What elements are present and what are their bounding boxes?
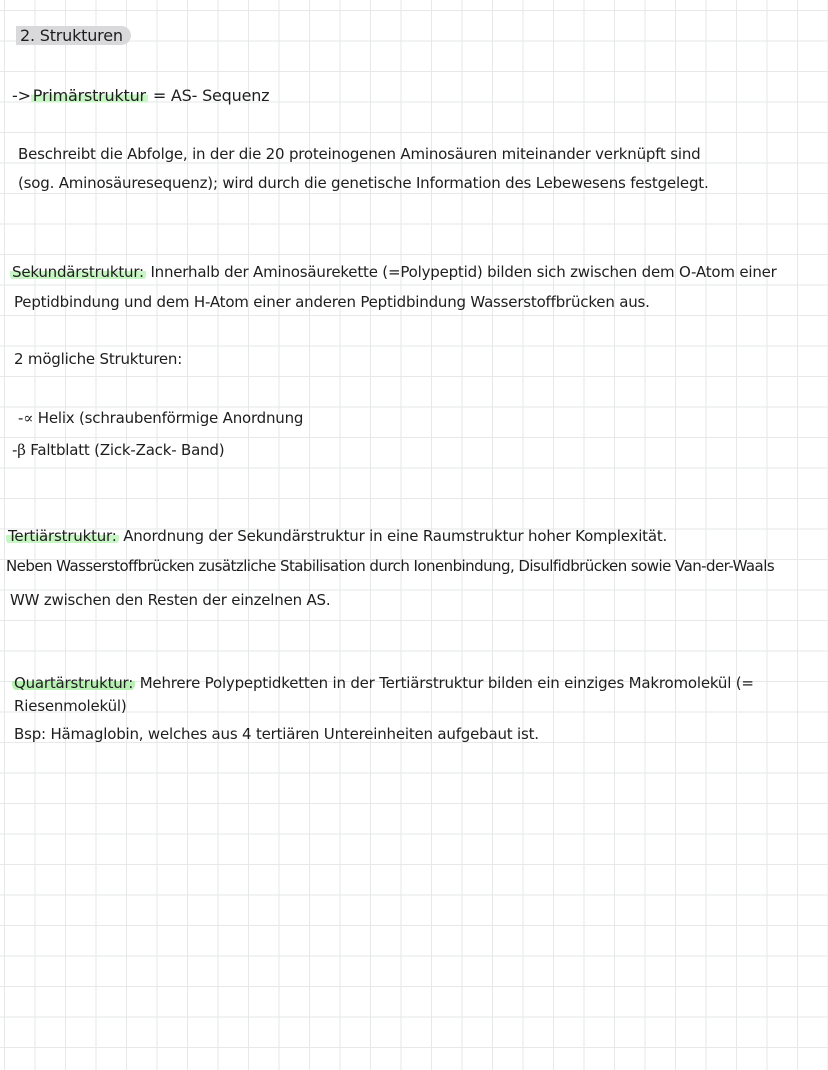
primary-description-line-2: (sog. Aminosäuresequenz); wird durch die genetische Information des Lebewesens festgelegt.: [18, 174, 709, 192]
arrow-marker: ->: [12, 86, 31, 105]
secondary-term: Sekundärstruktur:: [12, 263, 144, 281]
beta-symbol: β: [17, 441, 26, 459]
primary-description-line-1: Beschreibt die Abfolge, in der die 20 proteinogenen Aminosäuren miteinander verknüpft sind: [18, 145, 701, 163]
heading-text: 2. Strukturen: [16, 26, 131, 45]
list-item-text: Helix (schraubenförmige Anordnung: [33, 409, 304, 427]
tertiary-text-1: Anordnung der Sekundärstruktur in eine Raumstruktur hoher Komplexität.: [118, 527, 668, 545]
tertiary-structure-line-1: [6, 526, 667, 546]
secondary-text-1: Innerhalb der Aminosäurekette (=Polypeptid) bilden sich zwischen dem O-Atom einer: [145, 263, 777, 281]
secondary-structure-line-2: Peptidbindung und dem H-Atom einer anderen Peptidbindung Wasserstoffbrücken aus.: [14, 293, 650, 311]
list-item-alpha-helix: [18, 408, 303, 428]
quaternary-term: Quartärstruktur:: [14, 674, 134, 692]
primary-structure-title: [12, 86, 269, 106]
tertiary-term: Tertiärstruktur:: [8, 527, 117, 545]
tertiary-structure-line-3: WW zwischen den Resten der einzelnen AS.: [10, 591, 331, 609]
primary-equation: = AS- Sequenz: [152, 86, 270, 105]
quaternary-text-1: Mehrere Polypeptidketten in der Tertiärstruktur bilden ein einziges Makromolekül (=: [135, 674, 754, 692]
list-item-text: Faltblatt (Zick-Zack- Band): [25, 441, 225, 459]
possible-structures-label: 2 mögliche Strukturen:: [14, 350, 183, 368]
primary-term: Primärstruktur: [32, 86, 146, 105]
list-dash: -: [12, 441, 18, 459]
alpha-symbol: ∝: [23, 409, 34, 427]
quaternary-structure-line-2: Riesenmolekül): [14, 697, 127, 715]
quaternary-structure-line-1: [12, 673, 754, 693]
quaternary-example: Bsp: Hämaglobin, welches aus 4 tertiären Untereinheiten aufgebaut ist.: [14, 725, 539, 743]
list-dash: -: [18, 409, 24, 427]
list-item-beta-sheet: [12, 440, 224, 460]
section-heading: [16, 26, 131, 46]
secondary-structure-line-1: [10, 262, 777, 282]
tertiary-structure-line-2: Neben Wasserstoffbrücken zusätzliche Stabilisation durch Ionenbindung, Disulfidbrücken sowie Van-der-Waals: [6, 557, 775, 575]
